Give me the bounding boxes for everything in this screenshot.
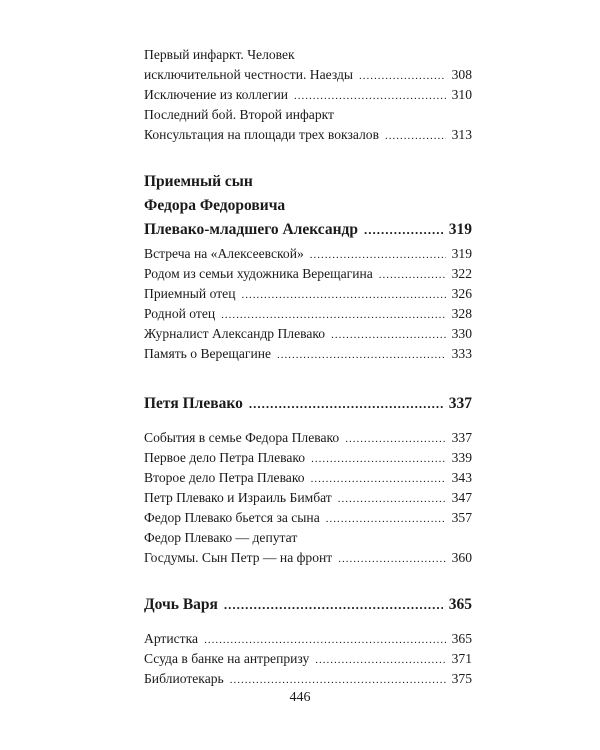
toc-entry-title: Первое дело Петра Плевако (144, 450, 306, 465)
toc-entry (144, 125, 472, 145)
leader-dots (310, 245, 446, 265)
chapter-heading (144, 593, 472, 617)
chapter-page: 337 (448, 395, 472, 412)
toc-entry-title: Журналист Александр Плевако (144, 326, 326, 341)
toc-chapter (144, 392, 472, 416)
toc-section-entries (144, 244, 472, 364)
toc-chapter (144, 593, 472, 617)
toc-entry-title: Приемный отец (144, 286, 236, 301)
toc-entry-title: Родом из семьи художника Верещагина (144, 266, 373, 281)
toc-entry-title: Артистка (144, 631, 199, 646)
leader-dots (331, 325, 446, 345)
toc-entry (144, 488, 472, 508)
toc-entry-title: Петр Плевако и Израиль Бимбат (144, 490, 332, 505)
leader-dots (364, 218, 443, 242)
leader-dots (379, 265, 446, 285)
toc-entry-page: 337 (451, 430, 472, 445)
toc-entry (144, 304, 472, 324)
toc-entry-page: 375 (451, 671, 472, 686)
toc-entry (144, 85, 472, 105)
toc-entry (144, 244, 472, 264)
leader-dots (315, 650, 445, 670)
toc-entry-page: 347 (451, 490, 472, 505)
leader-dots (345, 429, 445, 449)
toc-entry-page: 310 (451, 87, 472, 102)
toc-entry-page: 322 (451, 266, 472, 281)
toc-entry (144, 284, 472, 304)
toc-entry (144, 105, 472, 125)
toc-entry-page: 360 (451, 550, 472, 565)
toc-entry-title: Первый инфаркт. Человек (144, 47, 295, 62)
toc-section-entries (144, 629, 472, 689)
leader-dots (224, 593, 443, 617)
toc-entry (144, 65, 472, 85)
leader-dots (249, 392, 443, 416)
leader-dots (338, 489, 446, 509)
chapter-page: 365 (448, 596, 472, 613)
chapter-page: 319 (448, 221, 472, 238)
toc-entry-title: Ссуда в банке на антрепризу (144, 651, 310, 666)
toc-entry-title: исключительной честности. Наезды (144, 67, 354, 82)
toc-entry (144, 324, 472, 344)
toc-entry (144, 629, 472, 649)
toc-entry (144, 428, 472, 448)
toc-entry-title: Госдумы. Сын Петр — на фронт (144, 550, 333, 565)
leader-dots (338, 549, 445, 569)
toc-entry-page: 357 (451, 510, 472, 525)
toc-entry (144, 468, 472, 488)
toc-entry-title: Федор Плевако — депутат (144, 530, 298, 545)
leader-dots (221, 305, 445, 325)
leader-dots (311, 449, 446, 469)
chapter-title-line: Федора Федоровича (144, 197, 286, 214)
toc-entry-page: 313 (451, 127, 472, 142)
chapter-heading (144, 218, 472, 242)
toc-chapter (144, 170, 472, 242)
toc-entry-title: События в семье Федора Плевако (144, 430, 340, 445)
toc-entry (144, 669, 472, 689)
toc-entry-page: 333 (451, 346, 472, 361)
toc-entry (144, 528, 472, 548)
toc-entry-title: Федор Плевако бьется за сына (144, 510, 320, 525)
toc-entry-page: 365 (451, 631, 472, 646)
leader-dots (294, 86, 446, 106)
toc-entry-page: 343 (451, 470, 472, 485)
toc-entry (144, 448, 472, 468)
leader-dots (385, 126, 446, 146)
chapter-title: Дочь Варя (144, 596, 218, 613)
toc-entry-page: 319 (451, 246, 472, 261)
toc-entry-title: Второе дело Петра Плевако (144, 470, 305, 485)
leader-dots (326, 509, 446, 529)
leader-dots (241, 285, 445, 305)
toc-section-entries (144, 428, 472, 568)
toc-entry (144, 264, 472, 284)
chapter-title: Петя Плевако (144, 395, 243, 412)
leader-dots (230, 670, 446, 690)
chapter-title: Плевако-младшего Александр (144, 221, 359, 238)
toc-entry (144, 649, 472, 669)
toc-entry-title: Последний бой. Второй инфаркт (144, 107, 334, 122)
toc-entry-title: Консультация на площади трех вокзалов (144, 127, 379, 142)
toc-entry-title: Встреча на «Алексеевской» (144, 246, 304, 261)
leader-dots (311, 469, 446, 489)
leader-dots (277, 345, 446, 365)
toc-entry (144, 548, 472, 568)
page-number: 446 (289, 690, 311, 705)
leader-dots (359, 66, 446, 86)
toc-entry-page: 339 (451, 450, 472, 465)
chapter-title-line: Приемный сын (144, 173, 253, 190)
chapter-heading (144, 392, 472, 416)
leader-dots (204, 630, 446, 650)
toc-entry-title: Библиотекарь (144, 671, 224, 686)
toc-entry-page: 330 (451, 326, 472, 341)
toc-entry-page: 371 (451, 651, 472, 666)
toc-entry-title: Родной отец (144, 306, 216, 321)
toc-section-continued (144, 45, 472, 145)
toc-entry-page: 308 (451, 67, 472, 82)
toc-entry-page: 326 (451, 286, 472, 301)
toc-entry (144, 45, 472, 65)
toc-entry-page: 328 (451, 306, 472, 321)
toc-entry (144, 344, 472, 364)
toc-entry-title: Исключение из коллегии (144, 87, 289, 102)
toc-entry-title: Память о Верещагине (144, 346, 272, 361)
toc-entry (144, 508, 472, 528)
